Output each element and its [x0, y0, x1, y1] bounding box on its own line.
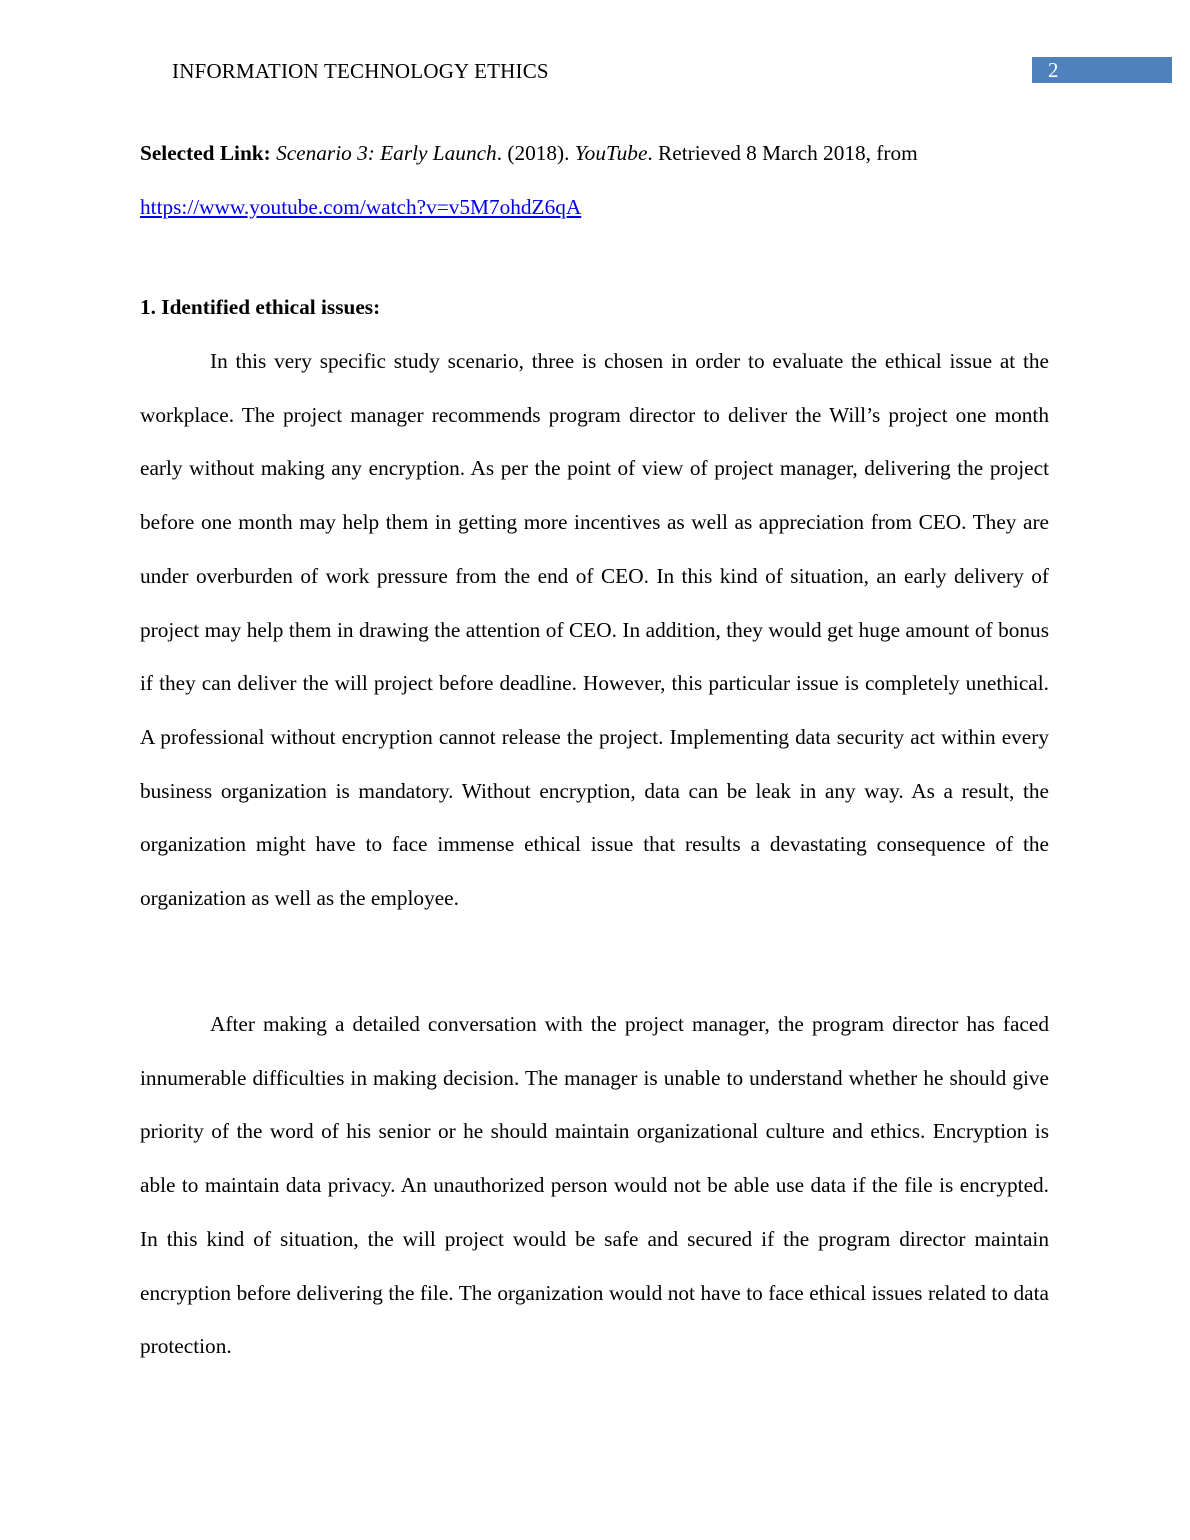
citation-retrieved: . Retrieved 8 March 2018, from — [647, 141, 918, 165]
citation-title: Scenario 3: Early Launch — [276, 141, 497, 165]
body-paragraph-2: After making a detailed conversation with the project manager, the program director has faced innumerable difficulties in making decision. The manager is unable to understand whether he should give priority of the word of his senior or he should maintain organizational culture and ethics. Encryption is able to maintain data privacy. An unauthorized person would not be able use data if the file is encrypted. In this kind of situation, the will project would be safe and secured if the program director maintain encryption before delivering the file. The organization would not have to face ethical issues related to data protection. — [140, 1012, 1049, 1359]
page-number-badge — [1032, 57, 1172, 83]
section-heading: 1. Identified ethical issues: — [140, 295, 381, 319]
running-head: INFORMATION TECHNOLOGY ETHICS — [172, 59, 549, 83]
citation-url-link[interactable]: https://www.youtube.com/watch?v=v5M7ohdZ6qA — [140, 194, 582, 219]
citation — [140, 127, 1049, 234]
citation-source: YouTube — [574, 141, 648, 165]
citation-label: Selected Link: — [140, 141, 271, 165]
page-number: 2 — [1048, 58, 1059, 82]
citation-year: . (2018). — [496, 141, 570, 165]
body-paragraph-1: In this very specific study scenario, three is chosen in order to evaluate the ethical issue at the workplace. The project manager recommends program director to deliver the Will’s project one month early without making any encryption. As per the point of view of project manager, delivering the project before one month may help them in getting more incentives as well as appreciation from CEO. They are under overburden of work pressure from the end of CEO. In this kind of situation, an early delivery of project may help them in drawing the attention of CEO. In addition, they would get huge amount of bonus if they can deliver the will project before deadline. However, this particular issue is completely unethical. A professional without encryption cannot release the project. Implementing data security act within every business organization is mandatory. Without encryption, data can be leak in any way. As a result, the organization might have to face immense ethical issue that results a devastating consequence of the organization as well as the employee. — [140, 349, 1049, 911]
